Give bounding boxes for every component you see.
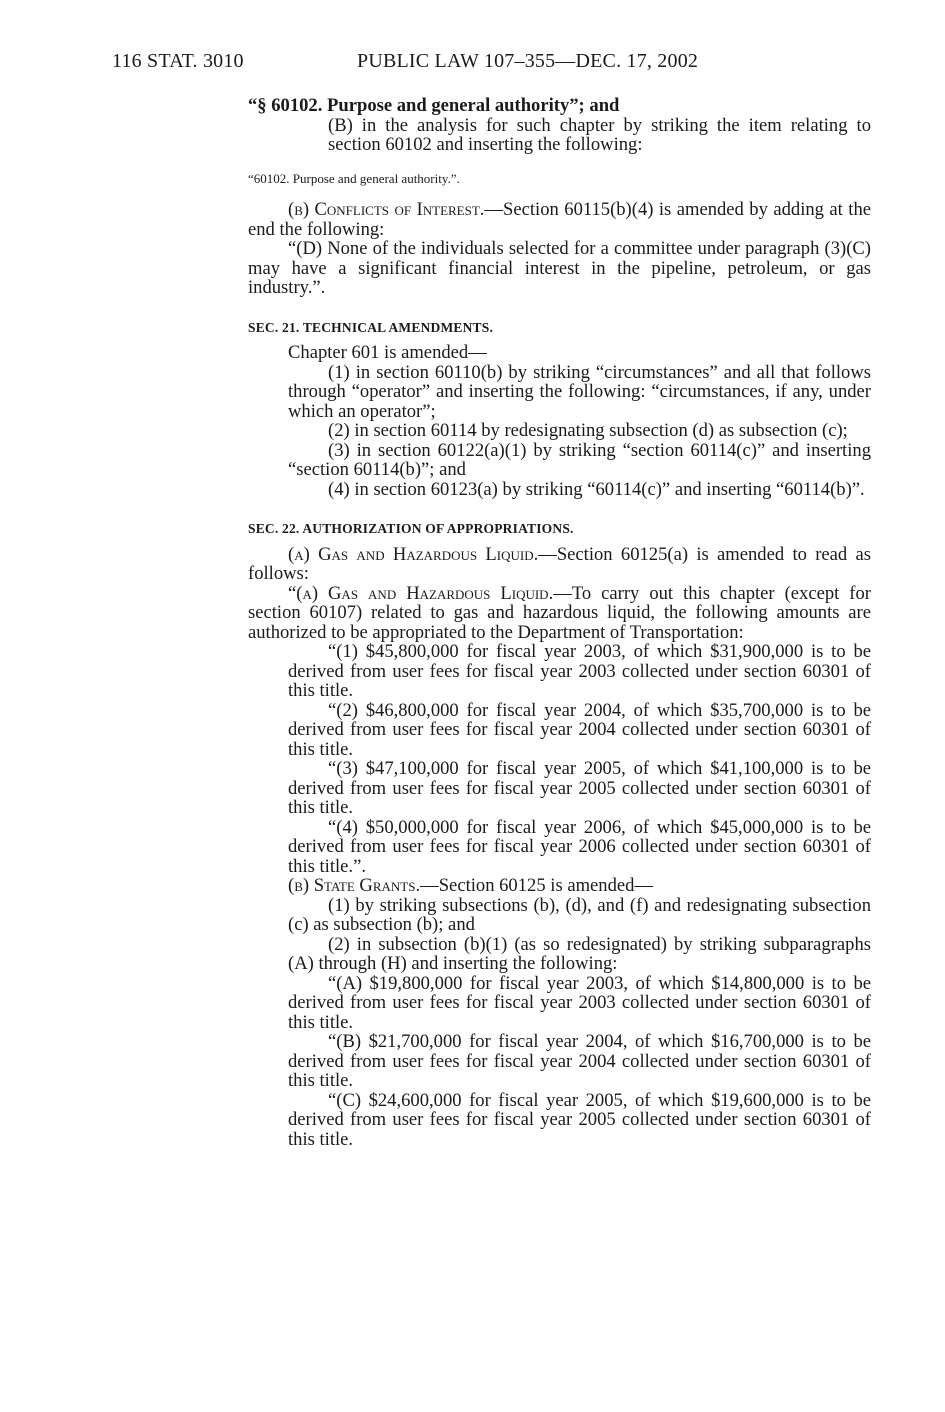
state-grants-item: (1) by striking subsections (b), (d), and (f) and redesignating subsection (c) as subsection (b); and xyxy=(288,894,871,935)
conflicts-quote: “(D) None of the individuals selected for a committee under paragraph (3)(C) may have a significant financial interest in the pipeline, petroleum, or gas industry.”. xyxy=(248,238,871,298)
section-21-item: (3) in section 60122(a)(1) by striking “section 60114(c)” and inserting “section 60114(b)”; and xyxy=(288,439,871,480)
gas-item: “(4) $50,000,000 for fiscal year 2006, of which $45,000,000 is to be derived from user fees for fiscal year 2006 collected under section 60301 of this title.”. xyxy=(288,816,871,877)
state-grants-paragraph xyxy=(248,876,871,896)
page-body xyxy=(248,96,871,1149)
section-21-item: (4) in section 60123(a) by striking “60114(c)” and inserting “60114(b)”. xyxy=(328,478,865,500)
section-21-intro: Chapter 601 is amended— xyxy=(288,342,487,363)
conflicts-paragraph xyxy=(248,200,871,239)
section-21-heading: SEC. 21. TECHNICAL AMENDMENTS. xyxy=(248,319,494,335)
law-reference: PUBLIC LAW 107–355—DEC. 17, 2002 xyxy=(357,50,699,72)
section-22-heading: SEC. 22. AUTHORIZATION OF APPROPRIATIONS. xyxy=(248,521,574,536)
gas-item: “(3) $47,100,000 for fiscal year 2005, of which $41,100,000 is to be derived from user fees for fiscal year 2005 collected under section 60301 of this title. xyxy=(288,758,871,818)
gas-label: (a) Gas and Hazardous Liquid. xyxy=(288,543,539,565)
section-21-item: (2) in section 60114 by redesignating subsection (d) as subsection (c); xyxy=(328,420,848,441)
state-grants-quote: “(A) $19,800,000 for fiscal year 2003, of which $14,800,000 is to be derived from user fees for fiscal year 2003 collected under section 60301 of this title. xyxy=(288,972,871,1033)
state-grants-quote: “(B) $21,700,000 for fiscal year 2004, of which $16,700,000 is to be derived from user fees for fiscal year 2004 collected under section 60301 of this title. xyxy=(288,1031,871,1091)
analysis-item: “60102. Purpose and general authority.”. xyxy=(248,170,460,186)
state-grants-label: (b) State Grants. xyxy=(288,875,421,896)
gas-text: —Section 60125(a) is amended to read as follows: xyxy=(248,543,871,584)
section-21-item: (1) in section 60110(b) by striking “circumstances” and all that follows through “operator” and inserting the following: “circumstances, if any, under which an operator”; xyxy=(288,361,871,422)
page-reference: 116 STAT. 3010 xyxy=(112,50,244,72)
paragraph-b: (B) in the analysis for such chapter by striking the item relating to section 60102 and inserting the following: xyxy=(328,114,871,155)
state-grants-text: —Section 60125 is amended— xyxy=(420,875,654,896)
gas-quote-text: —To carry out this chapter (except for section 60107) related to gas and hazardous liquid, the following amounts are authorized to be appropriated to the Department of Transportation: xyxy=(248,582,871,643)
state-grants-quote: “(C) $24,600,000 for fiscal year 2005, of which $19,600,000 is to be derived from user fees for fiscal year 2005 collected under section 60301 of this title. xyxy=(288,1089,871,1150)
gas-item: “(2) $46,800,000 for fiscal year 2004, of which $35,700,000 is to be derived from user fees for fiscal year 2004 collected under section 60301 of this title. xyxy=(288,699,871,760)
gas-quote-label: “(a) Gas and Hazardous Liquid. xyxy=(288,582,554,604)
state-grants-item: (2) in subsection (b)(1) (as so redesignated) by striking subparagraphs (A) through (H) and inserting the following: xyxy=(288,933,871,974)
gas-quote xyxy=(248,584,871,643)
conflicts-text: —Section 60115(b)(4) is amended by adding at the end the following: xyxy=(248,199,871,240)
quoted-section-heading: “§ 60102. Purpose and general authority”; and xyxy=(248,95,620,116)
gas-item: “(1) $45,800,000 for fiscal year 2003, of which $31,900,000 is to be derived from user fees for fiscal year 2003 collected under section 60301 of this title. xyxy=(288,641,871,701)
conflicts-label: (b) Conflicts of Interest. xyxy=(288,199,485,220)
gas-paragraph xyxy=(248,545,871,584)
